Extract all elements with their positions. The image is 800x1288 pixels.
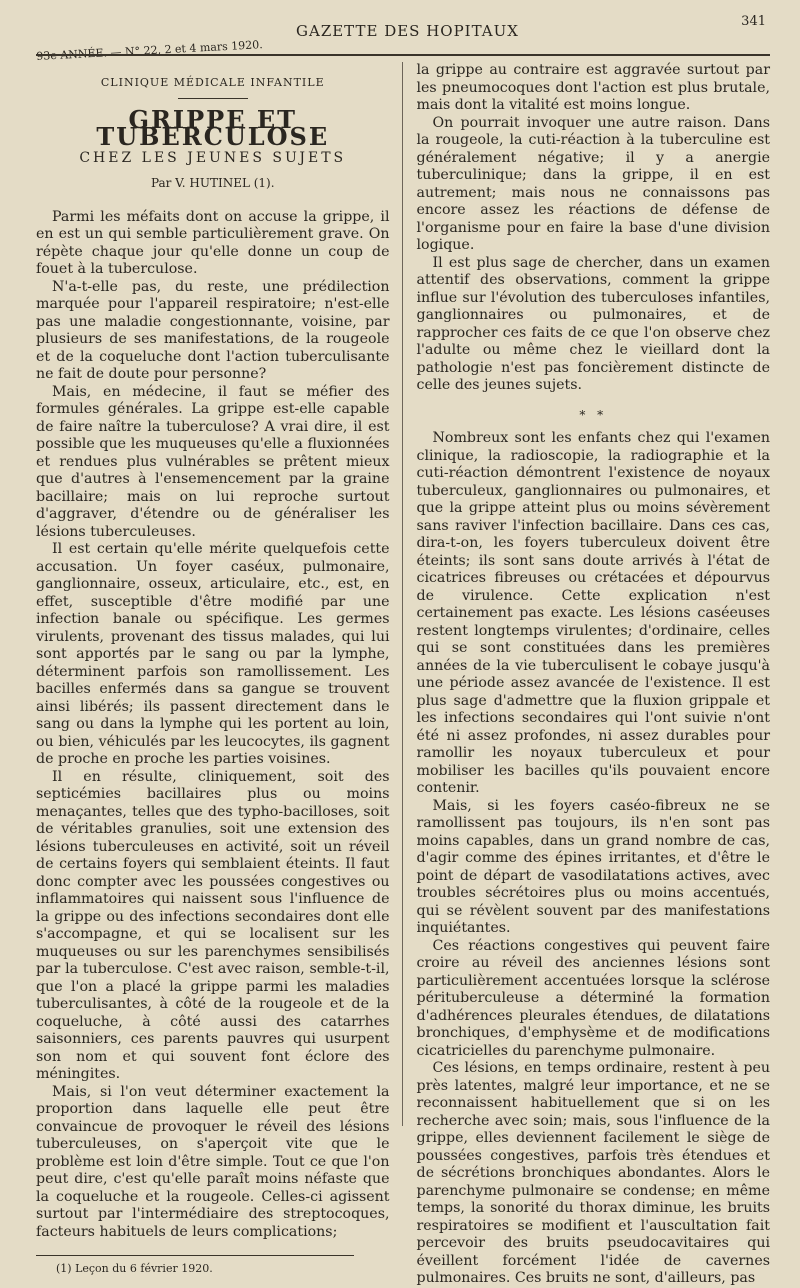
paragraph: N'a-t-elle pas, du reste, une prédilection marquée pour l'appareil respiratoire; n'est-elle pas une maladie congestionnante, voisine, par plusieurs de ses manifestations, de la rougeole et de la coqueluche dont l'action tuberculisante ne fait de doute pour personne? (36, 279, 390, 384)
article-subtitle: CHEZ LES JEUNES SUJETS (36, 150, 390, 168)
paragraph: On pourrait invoquer une autre raison. Dans la rougeole, la cuti-réaction à la tuberculine est généralement négative; il y a anergie tuberculinique; dans la grippe, il en est autrement; mais nous ne connaissons pas encore assez les réactions de défense de l'organisme pour en faire la base d'une division logique. (417, 115, 771, 255)
paragraph: Ces lésions, en temps ordinaire, restent à peu près latentes, malgré leur importance, et ne se reconnaissent habituellement que si on les recherche avec soin; mais, sous l'influence de la grippe, elles deviennent facilement le siège de poussées congestives, parfois très étendues et de sécrétions bronchiques abondantes. Alors le parenchyme pulmonaire se condense; en même temps, la sonorité du thorax diminue, les bruits respiratoires se modifient et l'auscultation fait percevoir des bruits pseudocavitaires qui éveillent forcément l'idée de cavernes pulmonaires. Ces bruits ne sont, d'ailleurs, pas (417, 1060, 771, 1288)
article-title: GRIPPE ET TUBERCULOSE (36, 111, 390, 146)
page-header (36, 14, 770, 40)
paragraph: Mais, si les foyers caséo-fibreux ne se ramollissent pas toujours, ils n'en sont pas moins capables, dans un grand nombre de cas, d'agir comme des épines irritantes, et d'être le point de départ de vasodilatations actives, avec troubles sécrétoires plus ou moins accentués, qui se révèlent souvent par des manifestations inquiétantes. (417, 798, 771, 938)
paragraph: Il est plus sage de chercher, dans un examen attentif des observations, comment la grippe influe sur l'évolution des tuberculoses infantiles, ganglionnaires ou pulmonaires, et de rapprocher ces faits de ce que l'on observe chez l'adulte ou même chez le vieillard dont la pathologie n'est pas foncièrement distincte de celle des jeunes sujets. (417, 255, 771, 395)
issue-line: 93e ANNÉE. — N° 22, 2 et 4 mars 1920. (36, 38, 263, 63)
left-column (36, 62, 402, 1126)
paragraph: Nombreux sont les enfants chez qui l'examen clinique, la radioscopie, la radiographie et la cuti-réaction démontrent l'existence de noyaux tuberculeux, ganglionnaires ou pulmonaires, et que la grippe atteint plus ou moins sévèrement sans raviver l'infection bacillaire. Dans ces cas, dira-t-on, les foyers tuberculeux doivent être éteints; ils sont sans doute arrivés à l'état de cicatrices fibreuses ou crétacées et dépourvus de virulence. Cette explication n'est certainement pas exacte. Les lésions caséeuses restent longtemps virulentes; d'ordinaire, celles qui se sont constituées dans les premières années de la vie tuberculisent le cobaye jusqu'à une période assez avancée de l'existence. Il est plus sage d'admettre que la fluxion grippale et les infections secondaires qui l'ont suivie n'ont été ni assez profondes, ni assez durables pour ramollir les noyaux tuberculeux et pour mobiliser les bacilles qu'ils pouvaient encore contenir. (417, 430, 771, 798)
paragraph: Mais, en médecine, il faut se méfier des formules générales. La grippe est-elle capable de faire naître la tuberculose? A vrai dire, il est possible que les muqueuses qu'elle a fluxionnées et rendues plus vulnérables se prêtent mieux que d'autres à l'ensemencement par la graine bacillaire; mais on lui reproche surtout d'aggraver, d'étendre ou de généraliser les lésions tuberculeuses. (36, 384, 390, 542)
right-column (402, 62, 771, 1126)
footnote-rule (36, 1255, 354, 1256)
article-author: Par V. HUTINEL (1). (36, 175, 390, 193)
paragraph: Ces réactions congestives qui peuvent faire croire au réveil des anciennes lésions sont particulièrement accentuées lorsque la sclérose pérituberculeuse a déterminé la formation d'adhérences pleurales étendues, de dilatations bronchiques, d'emphysème et de modifications cicatricielles du parenchyme pulmonaire. (417, 938, 771, 1061)
header-rule (36, 54, 770, 56)
section-label: CLINIQUE MÉDICALE INFANTILE (36, 74, 390, 92)
page-number: 341 (741, 14, 766, 29)
article-columns (36, 62, 770, 1126)
footnote: (1) Leçon du 6 février 1920. (36, 1260, 390, 1278)
paragraph: Mais, si l'on veut déterminer exactement la proportion dans laquelle elle peut être convaincue de provoquer le réveil des lésions tuberculeuses, on s'aperçoit vite que le problème est loin d'être simple. Tout ce que l'on peut dire, c'est qu'elle paraît moins néfaste que la coqueluche et la rougeole. Celles-ci agissent surtout par l'intermédiaire des streptocoques, facteurs habituels de leurs complications; (36, 1084, 390, 1242)
section-separator: * * (417, 407, 771, 425)
journal-title: GAZETTE DES HOPITAUX (296, 22, 519, 40)
section-rule (178, 98, 248, 99)
paragraph: Il est certain qu'elle mérite quelquefois cette accusation. Un foyer caséux, pulmonaire, ganglionnaire, osseux, articulaire, etc., est, en effet, susceptible d'être modifié par une infection banale ou spécifique. Les germes virulents, provenant des tissus malades, qui lui sont apportés par le sang ou par la lymphe, déterminent parfois son ramollissement. Les bacilles enfermés dans sa gangue se trouvent ainsi libérés; ils passent directement dans le sang ou dans la lymphe qui les portent au loin, ou bien, véhiculés par les leucocytes, ils gagnent de proche en proche les parties voisines. (36, 541, 390, 769)
paragraph: la grippe au contraire est aggravée surtout par les pneumocoques dont l'action est plus brutale, mais dont la vitalité est moins longue. (417, 62, 771, 115)
paragraph: Parmi les méfaits dont on accuse la grippe, il en est un qui semble particulièrement grave. On répète chaque jour qu'elle donne un coup de fouet à la tuberculose. (36, 209, 390, 279)
paragraph: Il en résulte, cliniquement, soit des septicémies bacillaires plus ou moins menaçantes, telles que des typho-bacilloses, soit de véritables granulies, soit une extension des lésions tuberculeuses en activité, soit un réveil de certains foyers qui semblaient éteints. Il faut donc compter avec les poussées congestives ou inflammatoires qui naissent sous l'influence de la grippe ou des infections secondaires dont elle s'accompagne, et qui se localisent sur les muqueuses ou sur les parenchymes sensibilisés par la tuberculose. C'est avec raison, semble-t-il, que l'on a placé la grippe parmi les maladies tuberculisantes, à côté de la rougeole et de la coqueluche, à côté aussi des catarrhes saisonniers, ces parents pauvres qui usurpent son nom et qui souvent font éclore des méningites. (36, 769, 390, 1084)
